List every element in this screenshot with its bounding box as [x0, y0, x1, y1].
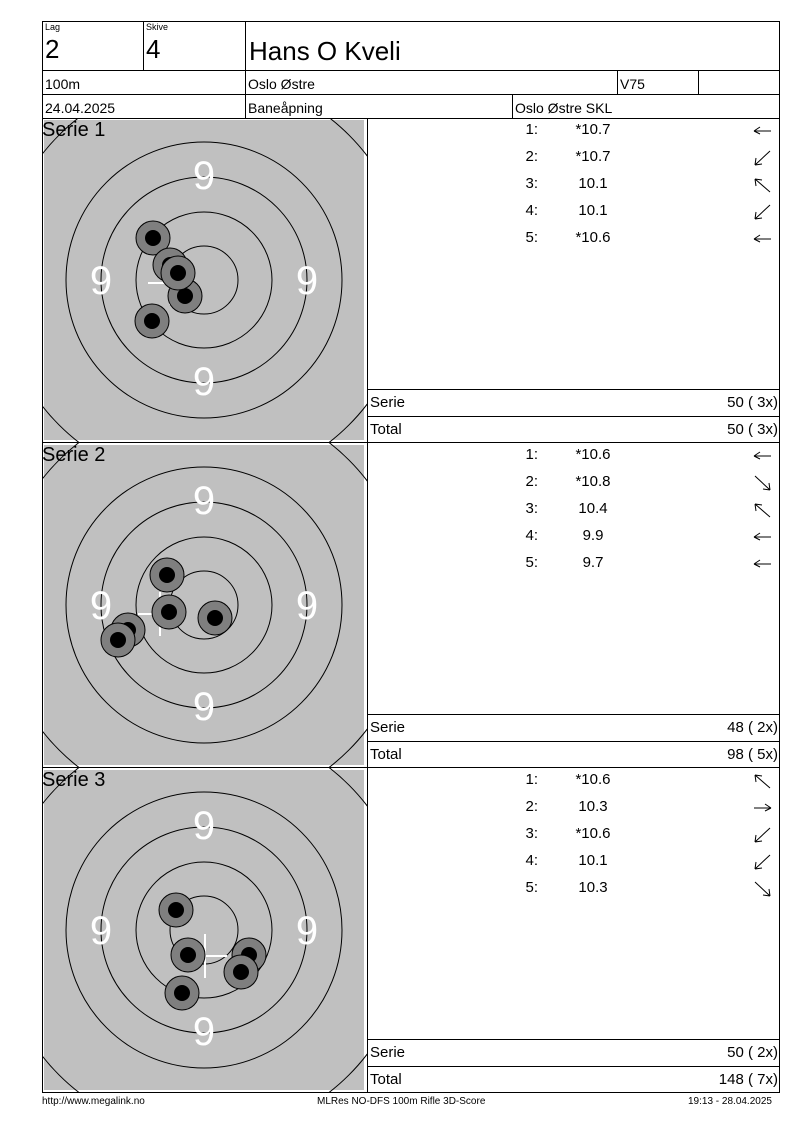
date: 24.04.2025	[45, 100, 116, 116]
direction-arrow-icon	[751, 527, 775, 547]
direction-arrow-icon	[751, 771, 775, 791]
shot-number: 4:	[525, 852, 538, 869]
shot-score: 10.1	[578, 202, 608, 219]
direction-arrow-icon	[751, 202, 775, 222]
shot-hole	[135, 304, 169, 338]
target-svg	[42, 118, 367, 443]
shot-score: *10.7	[575, 148, 611, 165]
direction-arrow-icon	[751, 554, 775, 574]
series-title: Serie 1	[42, 119, 106, 141]
shot-hole	[165, 976, 199, 1010]
shot-number: 3:	[525, 175, 538, 192]
direction-arrow-icon	[751, 446, 775, 466]
shot-hole	[152, 595, 186, 629]
shot-score: 10.3	[578, 879, 608, 896]
shot-score: *10.6	[575, 825, 611, 842]
shot-score: 9.7	[582, 554, 604, 571]
shot-row	[368, 879, 780, 906]
direction-arrow-icon	[751, 825, 775, 845]
shot-number: 5:	[525, 229, 538, 246]
total-summary-row	[368, 416, 780, 443]
shot-row	[368, 175, 780, 202]
shot-row	[368, 554, 780, 581]
shot-hole	[101, 623, 135, 657]
series-title: Serie 2	[42, 444, 106, 466]
direction-arrow-icon	[751, 175, 775, 195]
shot-list	[367, 443, 780, 768]
total-score: 148 ( 7x)	[718, 1071, 778, 1088]
shot-row	[368, 500, 780, 527]
skive-value: 4	[146, 34, 161, 64]
total-label: Total	[370, 746, 402, 763]
shot-row	[368, 798, 780, 825]
shot-number: 4:	[525, 527, 538, 544]
series-title: Serie 3	[42, 769, 106, 791]
ring-number-label: 9	[89, 584, 113, 628]
serie-score: 48 ( 2x)	[727, 719, 778, 736]
total-score: 50 ( 3x)	[727, 421, 778, 438]
series-block	[42, 768, 780, 1093]
shot-number: 2:	[525, 148, 538, 165]
series-block	[42, 118, 780, 443]
shot-hole	[198, 601, 232, 635]
direction-arrow-icon	[751, 473, 775, 493]
footer-timestamp: 19:13 - 28.04.2025	[688, 1096, 772, 1107]
shot-score: *10.6	[575, 229, 611, 246]
direction-arrow-icon	[751, 852, 775, 872]
shot-score: 10.1	[578, 175, 608, 192]
skive-label: Skive	[146, 22, 169, 32]
footer-website: http://www.megalink.no	[42, 1096, 145, 1107]
serie-summary-row	[368, 714, 780, 741]
distance: 100m	[45, 76, 81, 92]
direction-arrow-icon	[751, 121, 775, 141]
shot-row	[368, 825, 780, 852]
target-svg	[42, 768, 367, 1093]
direction-arrow-icon	[751, 500, 775, 520]
serie-summary-row	[368, 389, 780, 416]
target-image	[42, 768, 367, 1093]
ring-number-label: 9	[192, 1010, 216, 1054]
serie-label: Serie	[370, 719, 406, 736]
distance-cell	[42, 70, 246, 95]
direction-arrow-icon	[751, 229, 775, 249]
total-summary-row	[368, 1066, 780, 1093]
shot-number: 1:	[525, 446, 538, 463]
direction-arrow-icon	[751, 148, 775, 168]
empty-cell	[698, 70, 780, 95]
shot-row	[368, 121, 780, 148]
shot-number: 1:	[525, 771, 538, 788]
shot-row	[368, 771, 780, 798]
footer-program: MLRes NO-DFS 100m Rifle 3D-Score	[317, 1096, 486, 1107]
club: Oslo Østre	[248, 76, 315, 92]
shot-number: 5:	[525, 554, 538, 571]
direction-arrow-icon	[751, 798, 775, 818]
class-cell	[617, 70, 699, 95]
class: V75	[620, 76, 645, 92]
shot-row	[368, 473, 780, 500]
total-score: 98 ( 5x)	[727, 746, 778, 763]
ring-number-label: 9	[295, 259, 319, 303]
shot-score: *10.7	[575, 121, 611, 138]
organizer-cell	[512, 94, 780, 119]
shot-score: *10.6	[575, 446, 611, 463]
shot-score: *10.6	[575, 771, 611, 788]
series-divider	[42, 1092, 780, 1093]
shot-row	[368, 527, 780, 554]
series-block	[42, 443, 780, 768]
serie-summary-row	[368, 1039, 780, 1066]
shot-number: 3:	[525, 825, 538, 842]
shot-row	[368, 446, 780, 473]
shot-row	[368, 202, 780, 229]
shooter-name: Hans O Kveli	[249, 36, 401, 66]
skive-cell	[143, 21, 246, 71]
lag-value: 2	[45, 34, 60, 64]
shot-score: 10.4	[578, 500, 608, 517]
ring-number-label: 9	[192, 685, 216, 729]
ring-number-label: 9	[192, 804, 216, 848]
shot-number: 2:	[525, 473, 538, 490]
ring-number-label: 9	[295, 909, 319, 953]
date-cell	[42, 94, 246, 119]
serie-score: 50 ( 2x)	[727, 1044, 778, 1061]
serie-label: Serie	[370, 1044, 406, 1061]
direction-arrow-icon	[751, 879, 775, 899]
lag-label: Lag	[45, 22, 61, 32]
shooter-name-cell	[245, 21, 780, 71]
shot-hole	[159, 893, 193, 927]
shot-row	[368, 852, 780, 879]
ring-number-label: 9	[192, 360, 216, 404]
ring-number-label: 9	[89, 259, 113, 303]
event: Baneåpning	[248, 100, 323, 116]
ring-number-label: 9	[192, 479, 216, 523]
shot-number: 4:	[525, 202, 538, 219]
shot-score: 10.1	[578, 852, 608, 869]
shot-hole	[171, 938, 205, 972]
shot-number: 5:	[525, 879, 538, 896]
total-label: Total	[370, 421, 402, 438]
shot-number: 2:	[525, 798, 538, 815]
target-svg	[42, 443, 367, 768]
total-label: Total	[370, 1071, 402, 1088]
shot-list	[367, 118, 780, 443]
ring-number-label: 9	[89, 909, 113, 953]
serie-label: Serie	[370, 394, 406, 411]
event-cell	[245, 94, 513, 119]
ring-number-label: 9	[192, 154, 216, 198]
organizer: Oslo Østre SKL	[515, 100, 613, 116]
shot-score: *10.8	[575, 473, 611, 490]
shot-number: 1:	[525, 121, 538, 138]
ring-number-label: 9	[295, 584, 319, 628]
shot-number: 3:	[525, 500, 538, 517]
shot-row	[368, 148, 780, 175]
serie-score: 50 ( 3x)	[727, 394, 778, 411]
shot-row	[368, 229, 780, 256]
shot-hole	[161, 256, 195, 290]
shot-score: 10.3	[578, 798, 608, 815]
club-cell	[245, 70, 618, 95]
total-summary-row	[368, 741, 780, 768]
target-image	[42, 118, 367, 443]
shot-hole	[224, 955, 258, 989]
shot-score: 9.9	[582, 527, 604, 544]
shot-hole	[150, 558, 184, 592]
lag-cell	[42, 21, 144, 71]
target-image	[42, 443, 367, 768]
shot-list	[367, 768, 780, 1093]
